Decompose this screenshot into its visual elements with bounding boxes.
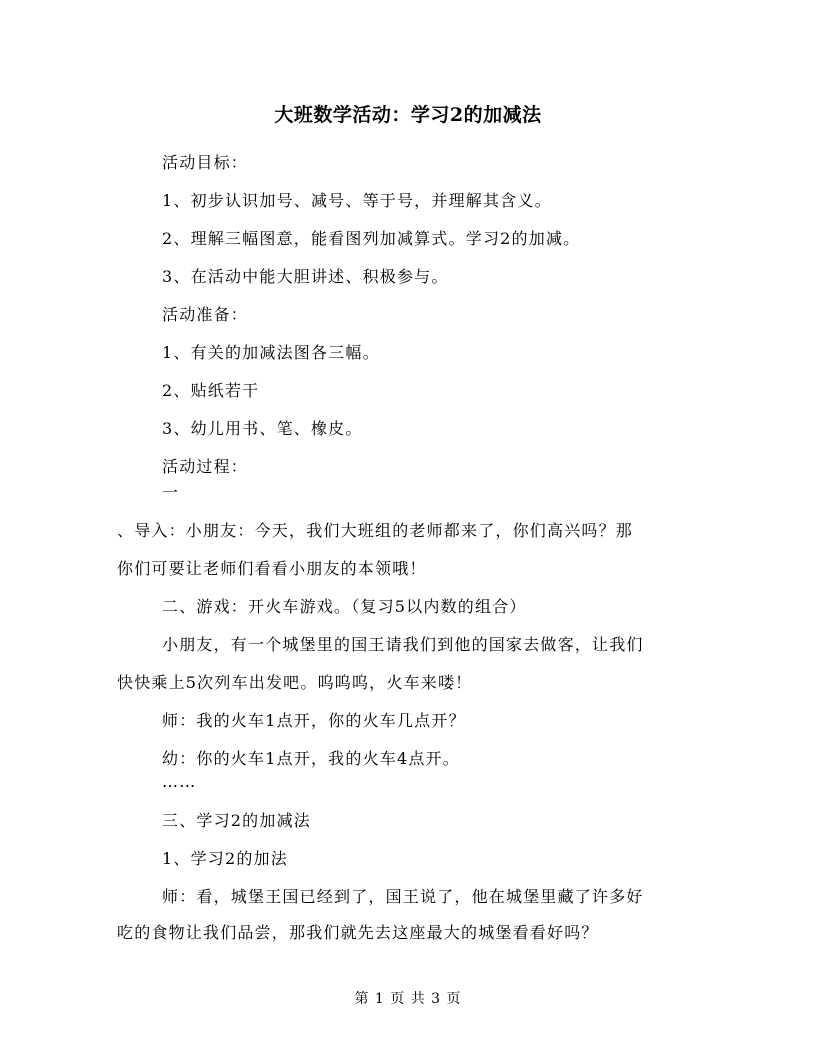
paragraph-line: 师：看，城堡王国已经到了，国王说了，他在城堡里藏了许多好 (162, 887, 644, 906)
paragraph-line: 二、游戏：开火车游戏。（复习5以内数的组合） (162, 597, 527, 616)
paragraph-line: 1、学习2的加法 (162, 849, 288, 868)
paragraph-line: 师：我的火车1点开，你的火车几点开？ (162, 711, 466, 730)
paragraph-line: 快快乘上5次列车出发吧。呜呜呜，火车来喽！ (117, 673, 473, 692)
paragraph-line: 三、学习2的加减法 (162, 811, 311, 830)
paragraph-line: 3、幼儿用书、笔、橡皮。 (162, 419, 363, 438)
paragraph-line: 、导入：小朋友：今天，我们大班组的老师都来了，你们高兴吗？那 (117, 521, 634, 540)
paragraph-line: 活动准备： (162, 305, 249, 324)
paragraph-line: 活动过程： (162, 457, 249, 476)
paragraph-line: 你们可要让老师们看看小朋友的本领哦！ (117, 559, 427, 578)
paragraph-line: 2、理解三幅图意，能看图列加减算式。学习2的加减。 (162, 229, 581, 248)
paragraph-line: 1、有关的加减法图各三幅。 (162, 343, 380, 362)
paragraph-line: 活动目标： (162, 153, 249, 172)
paragraph-line: 3、在活动中能大胆讲述、积极参与。 (162, 267, 449, 286)
document-title: 大班数学活动：学习2的加减法 (274, 104, 542, 126)
paragraph-line: 1、初步认识加号、减号、等于号，并理解其含义。 (162, 191, 552, 210)
paragraph-line: 小朋友，有一个城堡里的国王请我们到他的国家去做客，让我们 (162, 635, 644, 654)
paragraph-line: 吃的食物让我们品尝，那我们就先去这座最大的城堡看看好吗？ (117, 923, 599, 942)
page-footer: 第 1 页 共 3 页 (354, 991, 462, 1007)
paragraph-line: 一 (162, 483, 180, 502)
paragraph-line: 幼：你的火车1点开，我的火车4点开。 (162, 749, 460, 768)
paragraph-line: …… (162, 772, 197, 791)
paragraph-line: 2、贴纸若干 (162, 381, 260, 400)
